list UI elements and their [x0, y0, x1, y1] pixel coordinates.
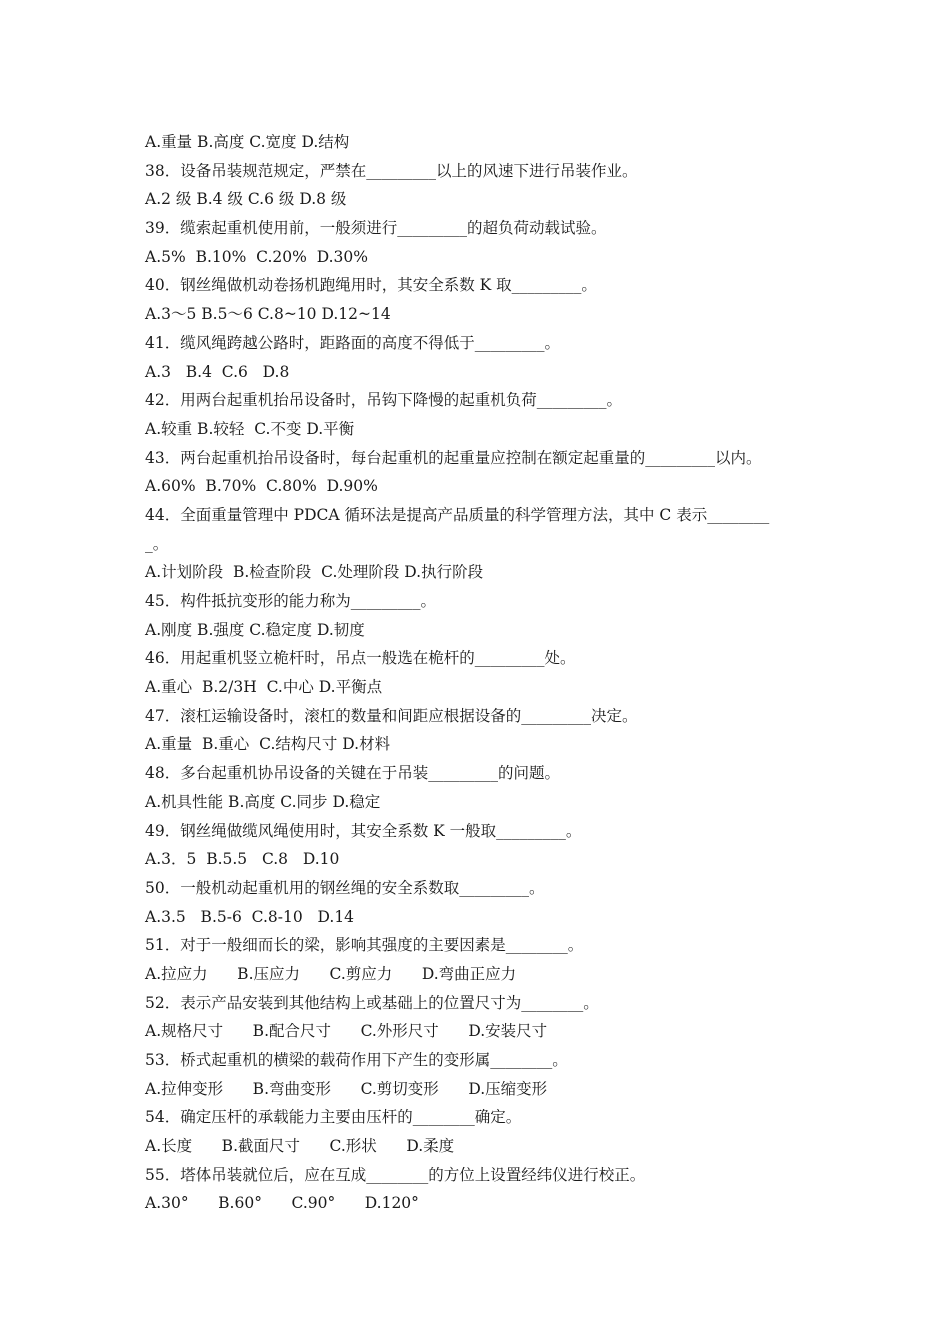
- options-43: A.60% B.70% C.80% D.90%: [145, 477, 378, 496]
- question-39: 39．缆索起重机使用前，一般须进行_________的超负荷动载试验。: [145, 219, 607, 238]
- question-38: 38．设备吊装规范规定，严禁在_________以上的风速下进行吊装作业。: [145, 161, 638, 180]
- options-52: A.规格尺寸 B.配合尺寸 C.外形尺寸 D.安装尺寸: [145, 1022, 548, 1041]
- options-44: A.计划阶段 B.检查阶段 C.处理阶段 D.执行阶段: [145, 563, 484, 582]
- document-page: [145, 128, 825, 1218]
- options-53: A.拉伸变形 B.弯曲变形 C.剪切变形 D.压缩变形: [145, 1079, 548, 1098]
- question-43: 43．两台起重机抬吊设备时，每台起重机的起重量应控制在额定起重量的_________以内。: [145, 448, 762, 467]
- question-53: 53．桥式起重机的横梁的载荷作用下产生的变形属________。: [145, 1051, 568, 1069]
- options-42: A.较重 B.较轻 C.不变 D.平衡: [145, 419, 355, 438]
- question-48: 48．多台起重机协吊设备的关键在于吊装_________的问题。: [145, 764, 560, 783]
- question-41: 41．缆风绳跨越公路时，距路面的高度不得低于_________。: [145, 333, 560, 352]
- options-40: A.3～5 B.5～6 C.8~10 D.12~14: [145, 305, 391, 324]
- options-55: A.30° B.60° C.90° D.120°: [145, 1194, 419, 1213]
- question-50: 50．一般机动起重机用的钢丝绳的安全系数取_________。: [145, 878, 545, 897]
- options-51: A.拉应力 B.压应力 C.剪应力 D.弯曲正应力: [145, 964, 517, 983]
- question-54: 54．确定压杆的承载能力主要由压杆的________确定。: [145, 1108, 522, 1127]
- options-47: A.重量 B.重心 C.结构尺寸 D.材料: [145, 735, 391, 754]
- question-51: 51．对于一般细而长的梁，影响其强度的主要因素是________。: [145, 936, 584, 955]
- question-46: 46．用起重机竖立桅杆时，吊点一般选在桅杆的_________处。: [145, 649, 576, 668]
- question-55: 55．塔体吊装就位后，应在互成________的方位上设置经纬仪进行校正。: [145, 1165, 646, 1184]
- options-37: A.重量 B.高度 C.宽度 D.结构: [145, 133, 350, 151]
- options-49: A.3．5 B.5.5 C.8 D.10: [145, 850, 340, 869]
- options-50: A.3.5 B.5-6 C.8-10 D.14: [145, 907, 355, 926]
- question-44-continued: _。: [145, 534, 169, 553]
- question-47: 47．滚杠运输设备时，滚杠的数量和间距应根据设备的_________决定。: [145, 706, 638, 725]
- question-45: 45．构件抵抗变形的能力称为_________。: [145, 592, 436, 610]
- question-52: 52．表示产品安装到其他结构上或基础上的位置尺寸为________。: [145, 993, 599, 1012]
- options-48: A.机具性能 B.高度 C.同步 D.稳定: [145, 792, 381, 811]
- question-44: 44．全面重量管理中 PDCA 循环法是提高产品质量的科学管理方法，其中 C 表示________: [145, 505, 770, 524]
- options-41: A.3 B.4 C.6 D.8: [145, 362, 290, 381]
- question-42: 42．用两台起重机抬吊设备时，吊钩下降慢的起重机负荷_________。: [145, 391, 622, 410]
- question-40: 40．钢丝绳做机动卷扬机跑绳用时，其安全系数 K 取_________。: [145, 276, 597, 295]
- options-38: A.2 级 B.4 级 C.6 级 D.8 级: [145, 190, 347, 209]
- options-39: A.5% B.10% C.20% D.30%: [145, 247, 368, 266]
- options-46: A.重心 B.2/3H C.中心 D.平衡点: [145, 678, 383, 697]
- options-45: A.刚度 B.强度 C.稳定度 D.韧度: [145, 620, 365, 639]
- question-49: 49．钢丝绳做缆风绳使用时，其安全系数 K 一般取_________。: [145, 821, 582, 840]
- options-54: A.长度 B.截面尺寸 C.形状 D.柔度: [145, 1137, 455, 1156]
